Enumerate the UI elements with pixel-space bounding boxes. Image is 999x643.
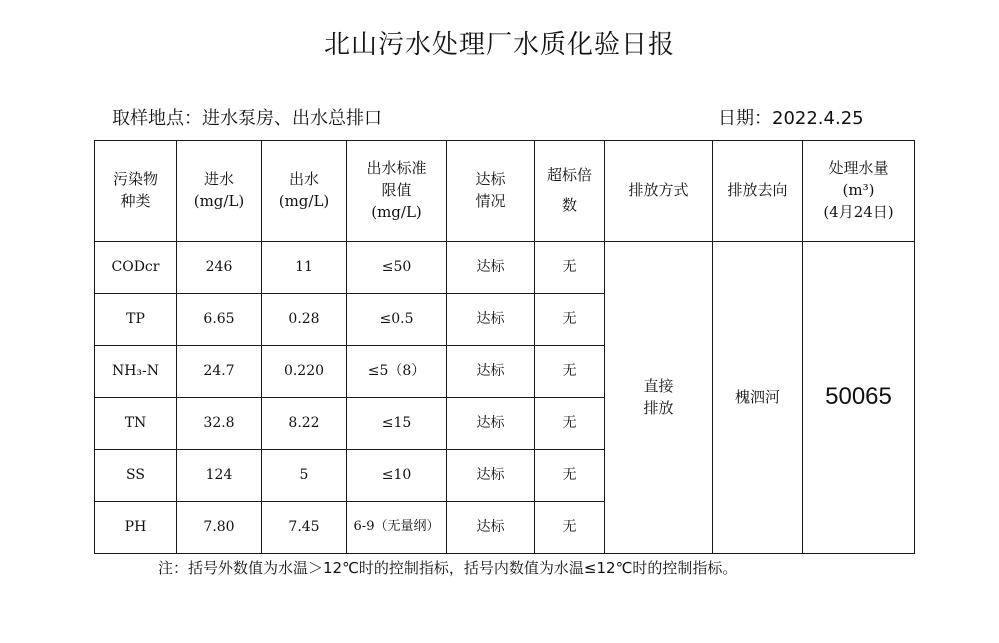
- header-influent: 进水 (mg/L): [177, 141, 262, 242]
- exceed-cell: 无: [535, 502, 605, 554]
- influent-cell: 7.80: [177, 502, 262, 554]
- pollutant-cell: TN: [95, 398, 177, 450]
- header-volume: 处理水量 (m³) (4月24日): [803, 141, 915, 242]
- water-quality-table: [94, 140, 915, 554]
- report-title: 北山污水处理厂水质化验日报: [323, 30, 675, 60]
- limit-cell: ≤5（8）: [347, 346, 447, 398]
- effluent-cell: 0.220: [262, 346, 347, 398]
- pollutant-cell: CODcr: [95, 242, 177, 294]
- influent-cell: 246: [177, 242, 262, 294]
- influent-cell: 32.8: [177, 398, 262, 450]
- effluent-cell: 8.22: [262, 398, 347, 450]
- influent-cell: 6.65: [177, 294, 262, 346]
- effluent-cell: 7.45: [262, 502, 347, 554]
- exceed-cell: 无: [535, 450, 605, 502]
- header-discharge-to: 排放去向: [713, 141, 803, 242]
- limit-cell: ≤0.5: [347, 294, 447, 346]
- exceed-cell: 无: [535, 242, 605, 294]
- header-effluent: 出水 (mg/L): [262, 141, 347, 242]
- exceed-cell: 无: [535, 398, 605, 450]
- limit-cell: 6-9（无量纲）: [347, 502, 447, 554]
- discharge-method-cell: 直接 排放: [605, 242, 713, 554]
- volume-value-cell: 50065: [803, 242, 915, 554]
- header-row: [95, 141, 915, 242]
- header-compliance: 达标 情况: [447, 141, 535, 242]
- compliance-cell: 达标: [447, 450, 535, 502]
- limit-cell: ≤10: [347, 450, 447, 502]
- pollutant-cell: SS: [95, 450, 177, 502]
- compliance-cell: 达标: [447, 294, 535, 346]
- effluent-cell: 11: [262, 242, 347, 294]
- exceed-cell: 无: [535, 346, 605, 398]
- limit-cell: ≤15: [347, 398, 447, 450]
- discharge-to-cell: 槐泗河: [713, 242, 803, 554]
- effluent-cell: 5: [262, 450, 347, 502]
- header-exceed-factor: 超标倍 数: [535, 141, 605, 242]
- compliance-cell: 达标: [447, 502, 535, 554]
- pollutant-cell: PH: [95, 502, 177, 554]
- effluent-cell: 0.28: [262, 294, 347, 346]
- pollutant-cell: NH₃-N: [95, 346, 177, 398]
- compliance-cell: 达标: [447, 242, 535, 294]
- compliance-cell: 达标: [447, 398, 535, 450]
- limit-cell: ≤50: [347, 242, 447, 294]
- influent-cell: 124: [177, 450, 262, 502]
- table-row: [95, 242, 915, 294]
- header-pollutant: 污染物 种类: [95, 141, 177, 242]
- header-limit: 出水标准 限值 (mg/L): [347, 141, 447, 242]
- exceed-cell: 无: [535, 294, 605, 346]
- header-discharge-method: 排放方式: [605, 141, 713, 242]
- influent-cell: 24.7: [177, 346, 262, 398]
- pollutant-cell: TP: [95, 294, 177, 346]
- report-date: 日期：2022.4.25: [718, 108, 864, 129]
- footnote: 注：括号外数值为水温＞12℃时的控制指标，括号内数值为水温≤12℃时的控制指标。: [158, 559, 738, 577]
- compliance-cell: 达标: [447, 346, 535, 398]
- sampling-location: 取样地点：进水泵房、出水总排口: [112, 108, 382, 129]
